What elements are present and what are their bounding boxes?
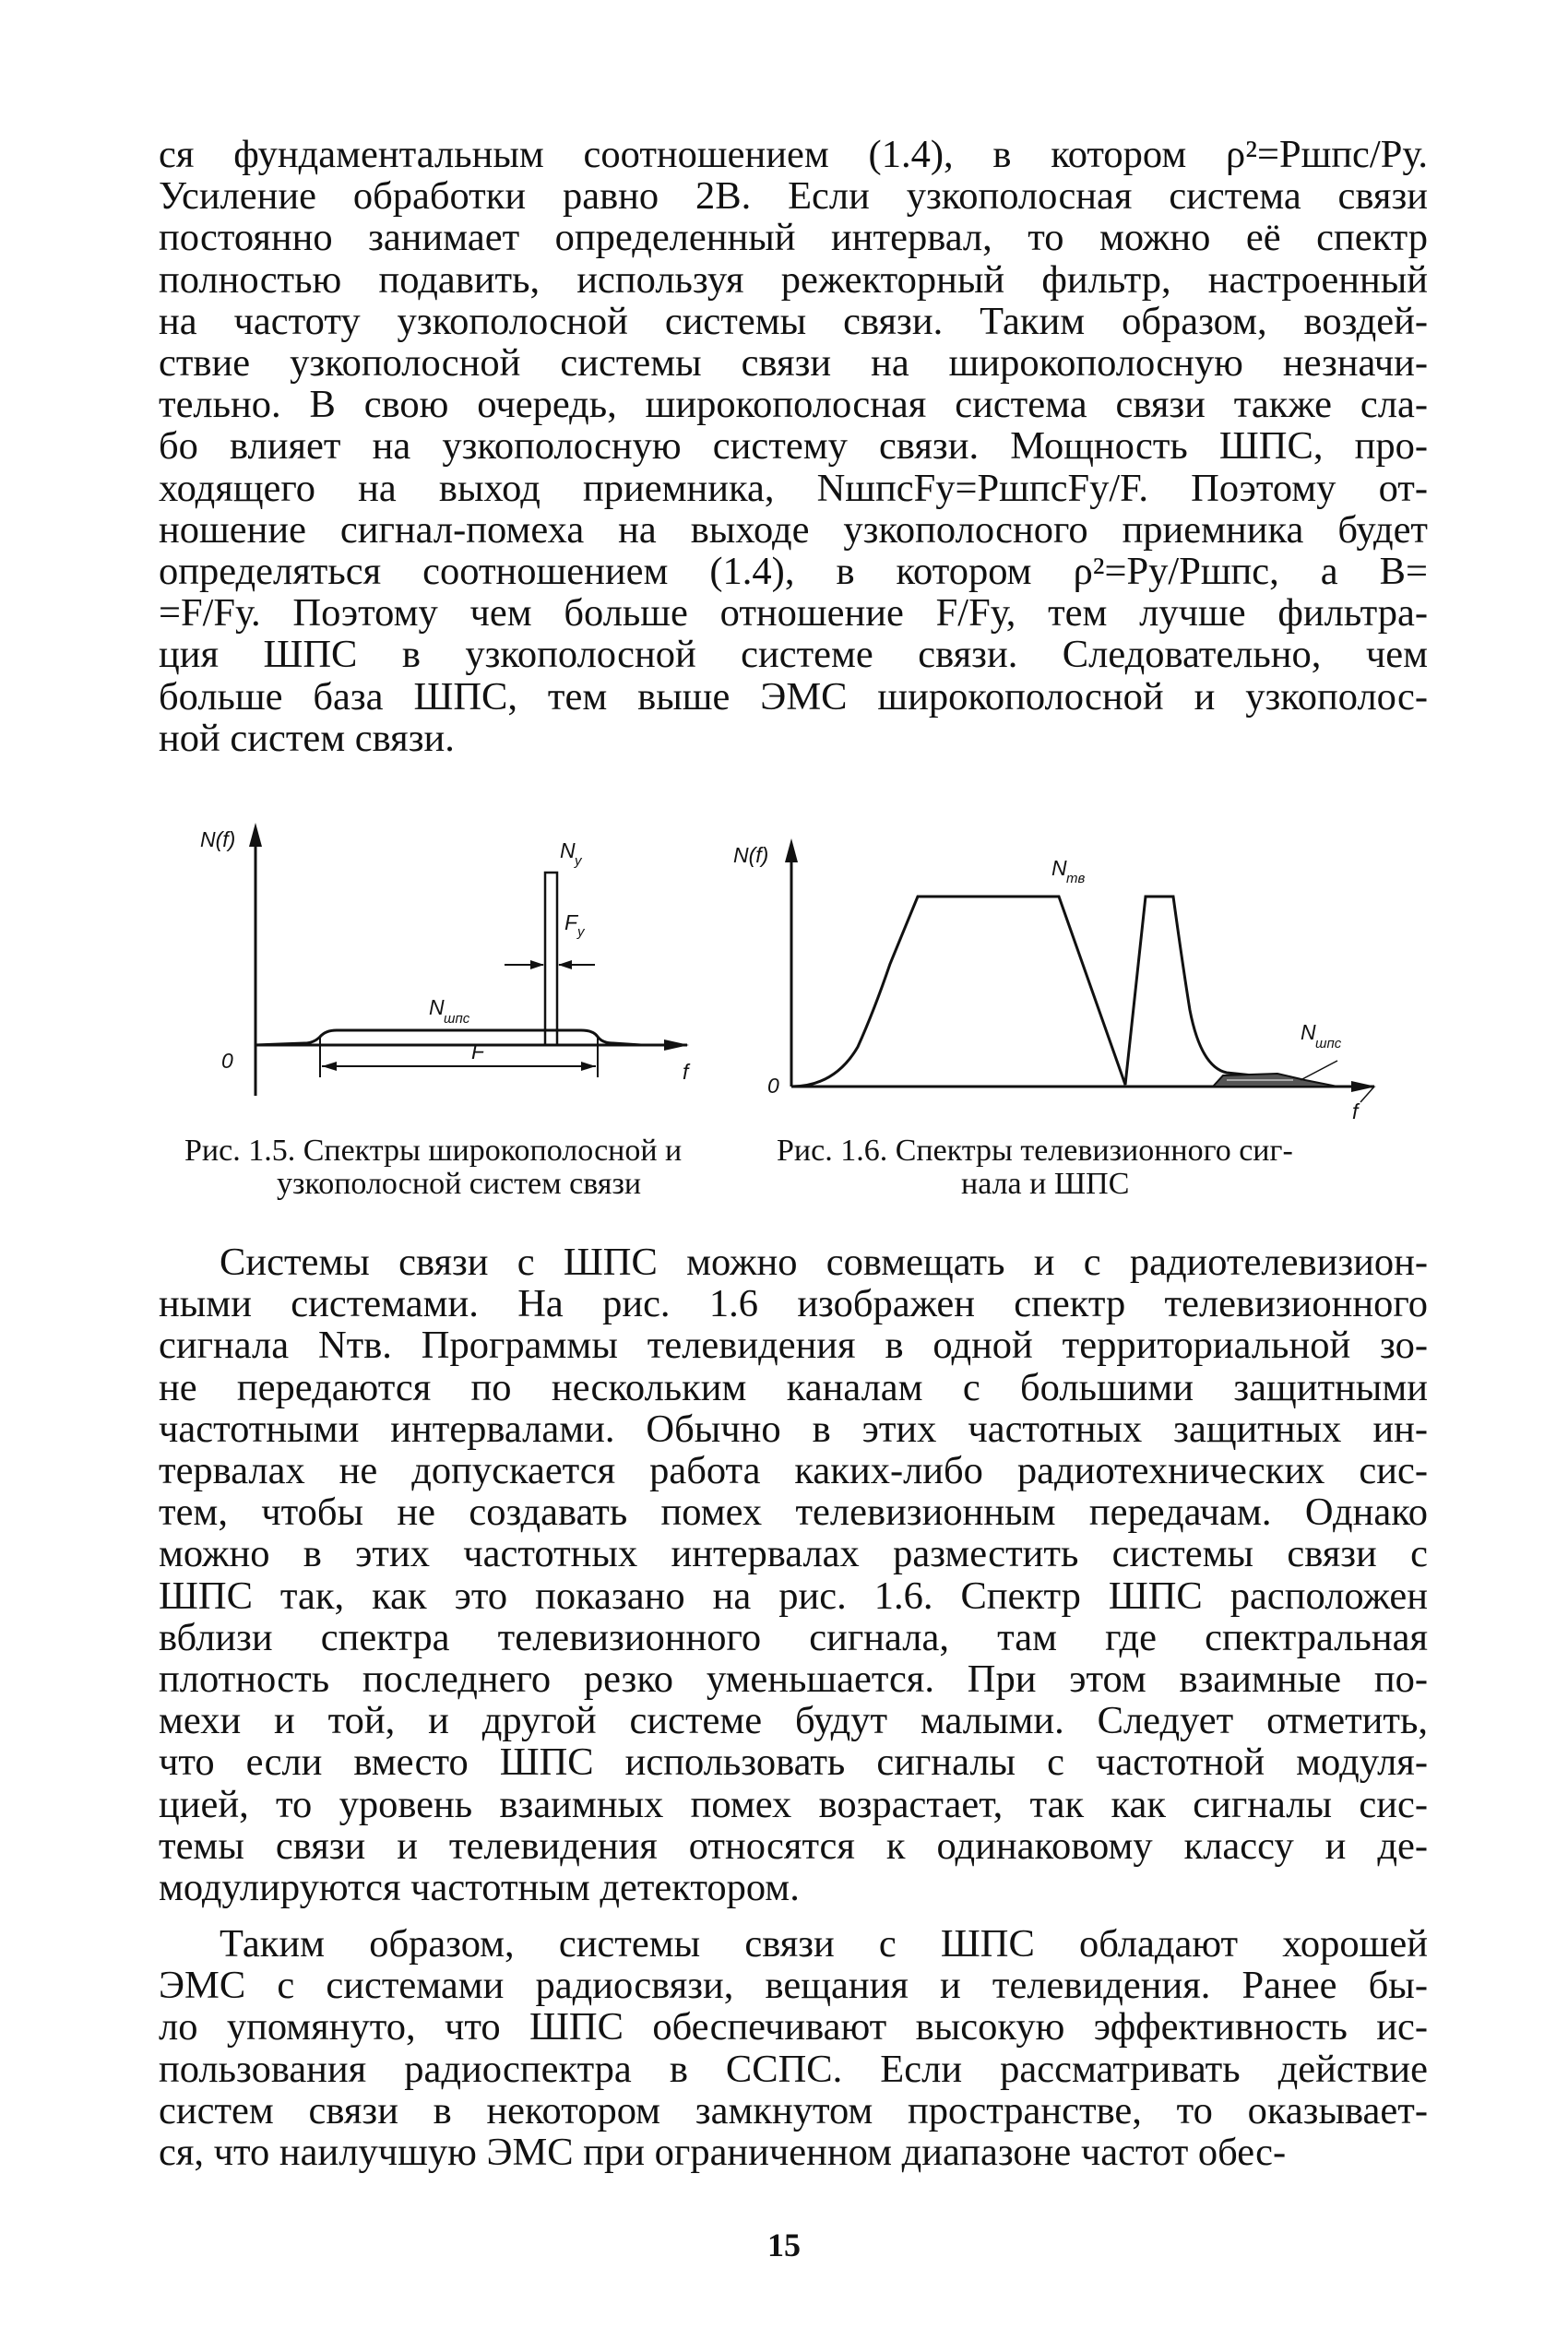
y-axis-label: N(f) bbox=[733, 843, 769, 867]
nshps-label: N bbox=[429, 995, 445, 1019]
text-line: больше база ШПС, тем выше ЭМС широкополосной и узкополос- bbox=[159, 674, 1428, 719]
fy-label: F bbox=[564, 910, 578, 934]
text-line: =F/Fу. Поэтому чем больше отношение F/Fу, тем лучше фильтра- bbox=[159, 591, 1428, 636]
figure-1-5 bbox=[200, 819, 724, 1133]
caption-line: нала и ШПС bbox=[961, 1167, 1130, 1201]
text-line: ся, что наилучшую ЭМС при ограниченном диапазоне частот обес- bbox=[159, 2131, 1287, 2175]
figure-1-5-plot bbox=[200, 819, 724, 1133]
text-line: не передаются по нескольким каналам с большими защитными bbox=[159, 1365, 1428, 1409]
text-line: пользования радиоспектра в ССПС. Если рассматривать действие bbox=[159, 2047, 1428, 2091]
text-line: вблизи спектра телевизионного сигнала, там где спектральная bbox=[159, 1615, 1428, 1659]
caption-line: узкополосной систем связи bbox=[277, 1167, 642, 1201]
text-line: плотность последнего резко уменьшается. При этом взаимные по- bbox=[159, 1657, 1428, 1702]
paragraph-3 bbox=[159, 1923, 1428, 2173]
figure-1-6-plot bbox=[729, 826, 1411, 1121]
text-line: Системы связи с ШПС можно совмещать и с радиотелевизион- bbox=[220, 1241, 1428, 1284]
narrowband-spectrum-peak bbox=[545, 873, 557, 1045]
text-line: на частоту узкополосной системы связи. Таким образом, воздей- bbox=[159, 299, 1428, 343]
caption-line: Рис. 1.5. Спектры широкополосной и bbox=[184, 1134, 683, 1168]
text-line: ной систем связи. bbox=[159, 716, 455, 760]
nshps-label-sub: шпс bbox=[444, 1011, 470, 1027]
y-axis-arrow bbox=[249, 823, 262, 847]
x-axis-arrow bbox=[664, 1039, 689, 1051]
text-line: темы связи и телевидения относятся к одинаковому классу и де- bbox=[159, 1823, 1428, 1868]
ntv-label-sub: тв bbox=[1066, 871, 1086, 886]
caption-line: Рис. 1.6. Спектры телевизионного сиг- bbox=[777, 1134, 1293, 1168]
text-line: тельно. В свою очередь, широкополосная система связи также сла- bbox=[159, 383, 1428, 427]
top-paragraph bbox=[159, 134, 1428, 759]
x-axis-arrow bbox=[1351, 1081, 1376, 1092]
paragraph-2 bbox=[159, 1241, 1428, 1908]
ny-label-sub: y bbox=[575, 853, 582, 869]
text-line: систем связи в некотором замкнутом пространстве, то оказывает- bbox=[159, 2088, 1428, 2132]
text-line: сигнала Nтв. Программы телевидения в одной территориальной зо- bbox=[159, 1324, 1428, 1368]
text-line: цией, то уровень взаимных помех возрастает, так как сигналы сис- bbox=[159, 1782, 1428, 1826]
text-line: можно в этих частотных интервалах разместить системы связи с bbox=[159, 1532, 1428, 1576]
text-line: ствие узкополосной системы связи на широкополосную незначи- bbox=[159, 341, 1428, 386]
text-line: тем, чтобы не создавать помех телевизионным передачам. Однако bbox=[159, 1491, 1428, 1535]
nshps-leader bbox=[1301, 1061, 1337, 1080]
text-line: бо влияет на узкополосную систему связи. Мощность ШПС, про- bbox=[159, 424, 1428, 469]
text-line: ношение сигнал-помеха на выходе узкополосного приемника будет bbox=[159, 507, 1428, 552]
text-line: ными системами. На рис. 1.6 изображен спектр телевизионного bbox=[159, 1282, 1428, 1326]
origin-label: 0 bbox=[221, 1049, 233, 1073]
figure-1-5-caption bbox=[184, 1134, 682, 1201]
text-line: тервалах не допускается работа каких-либо радиотехнических сис- bbox=[159, 1449, 1428, 1493]
nshps-label: N bbox=[1301, 1020, 1316, 1044]
f-band-label: F bbox=[471, 1039, 485, 1063]
text-line: Таким образом, системы связи с ШПС обладают хорошей bbox=[220, 1922, 1428, 1966]
text-line: ло упомянуто, что ШПС обеспечивают высокую эффективность ис- bbox=[159, 2005, 1428, 2049]
figure-1-6-caption bbox=[777, 1134, 1293, 1201]
text-line: постоянно занимает определенный интервал, то можно её спектр bbox=[159, 216, 1428, 260]
y-axis-label: N(f) bbox=[200, 827, 236, 851]
y-axis-arrow bbox=[785, 838, 798, 862]
text-line: модулируются частотным детектором. bbox=[159, 1866, 800, 1910]
origin-label: 0 bbox=[767, 1074, 779, 1098]
ntv-label: N bbox=[1051, 856, 1067, 880]
text-line: ШПС так, как это показано на рис. 1.6. Спектр ШПС расположен bbox=[159, 1574, 1428, 1618]
nshps-label-sub: шпс bbox=[1315, 1036, 1342, 1051]
ny-label: N bbox=[560, 838, 576, 862]
tv-spectrum-curve bbox=[791, 897, 1262, 1087]
wideband-spectrum-curve bbox=[255, 1030, 641, 1045]
text-line: ЭМС с системами радиосвязи, вещания и телевидения. Ранее бы- bbox=[159, 1964, 1428, 2008]
x-axis-label: f bbox=[683, 1060, 689, 1084]
text-line: что если вместо ШПС использовать сигналы с частотной модуля- bbox=[159, 1740, 1428, 1785]
figure-1-6 bbox=[729, 826, 1411, 1121]
text-line: мехи и той, и другой системе будут малыми. Следует отметить, bbox=[159, 1699, 1428, 1743]
fy-label-sub: y bbox=[577, 924, 585, 940]
text-line: ходящего на выход приемника, NшпсFу=PшпсFу/F. Поэтому от- bbox=[159, 466, 1428, 510]
text-line: Усиление обработки равно 2B. Если узкополосная система связи bbox=[159, 174, 1428, 219]
text-line: частотными интервалами. Обычно в этих частотных защитных ин- bbox=[159, 1407, 1428, 1451]
page-number: 15 bbox=[767, 2227, 801, 2263]
text-line: ция ШПС в узкополосной системе связи. Следовательно, чем bbox=[159, 633, 1428, 677]
text-line: ся фундаментальным соотношением (1.4), в котором ρ²=Pшпс/Pу. bbox=[159, 133, 1428, 176]
text-line: определяться соотношением (1.4), в котором ρ²=Pу/Pшпс, а B= bbox=[159, 550, 1428, 594]
text-line: полностью подавить, используя режекторный фильтр, настроенный bbox=[159, 257, 1428, 302]
x-axis-label: f bbox=[1352, 1099, 1359, 1123]
